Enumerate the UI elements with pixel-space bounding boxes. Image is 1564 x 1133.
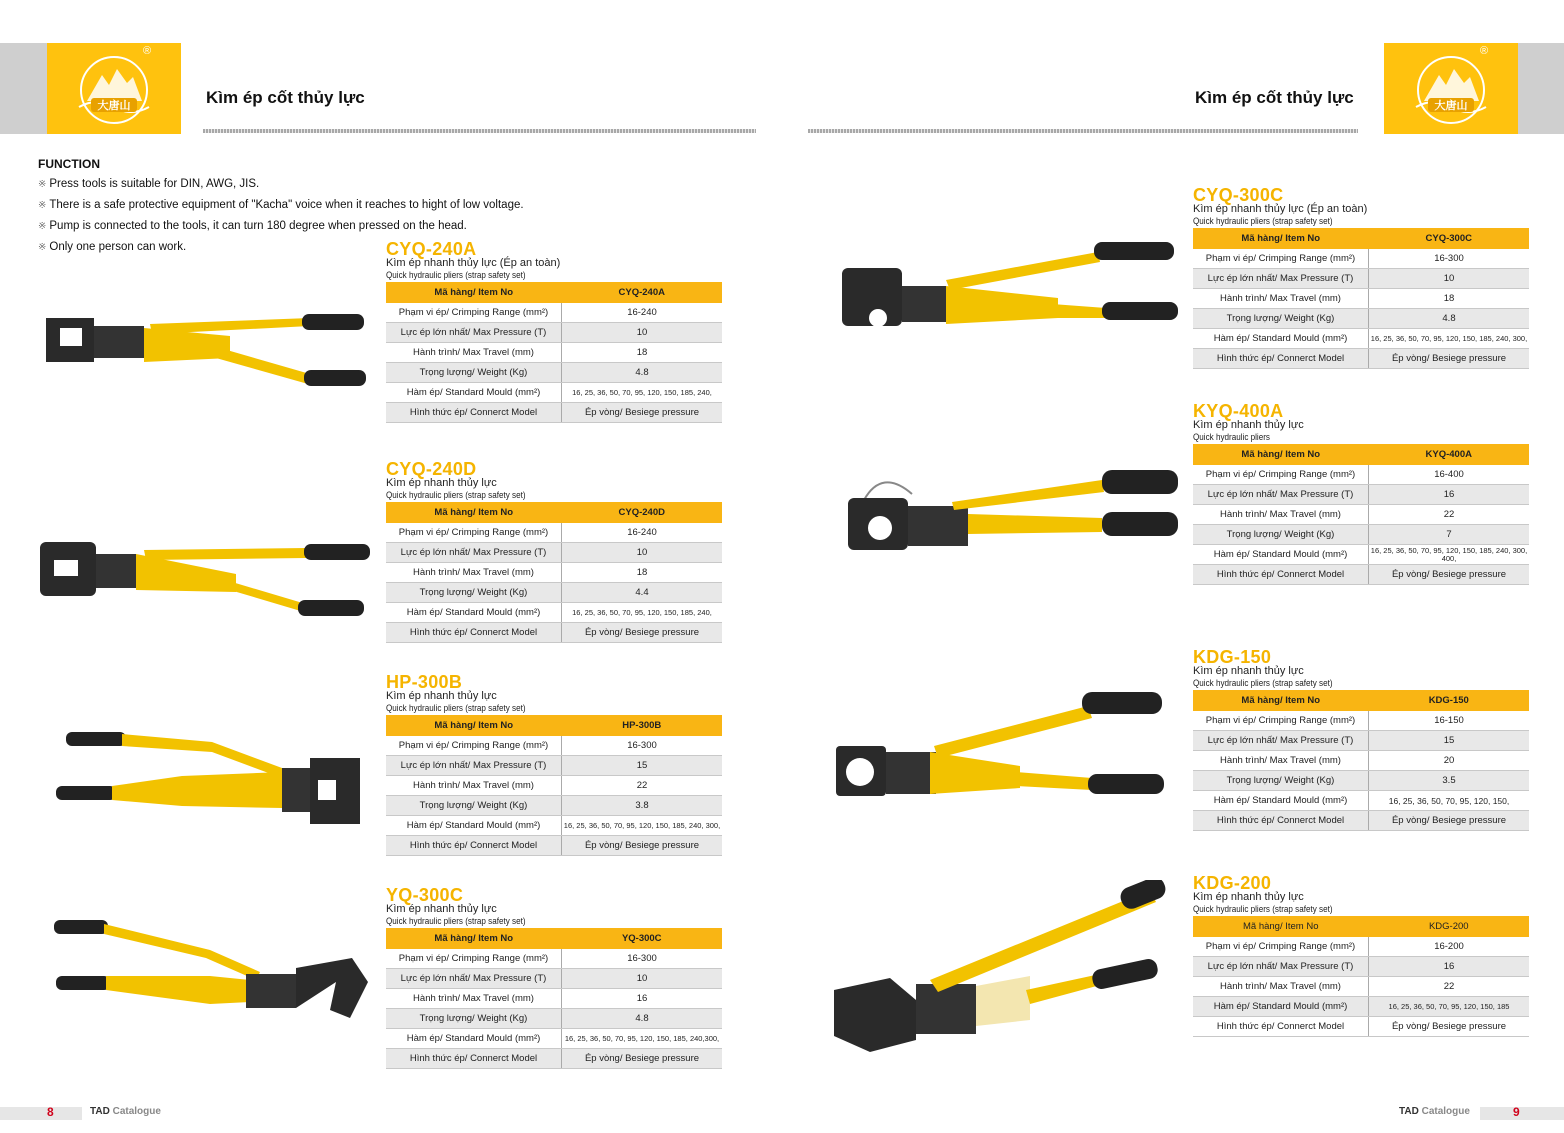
product-name-vn: Kìm ép nhanh thủy lực bbox=[386, 690, 497, 702]
footer-catalogue-right: TAD Catalogue bbox=[1399, 1106, 1470, 1117]
product-model: CYQ-300C bbox=[1193, 185, 1284, 205]
value-max-travel: 18 bbox=[562, 343, 723, 363]
label-connect-model: Hình thức ép/ Connerct Model bbox=[386, 836, 562, 856]
value-crimping-range: 16-150 bbox=[1369, 711, 1530, 731]
value-standard-mould: 16, 25, 36, 50, 70, 95, 120, 150, 185, 240, bbox=[562, 603, 723, 623]
value-connect-model: Ép vòng/ Besiege pressure bbox=[562, 836, 723, 856]
value-crimping-range: 16-200 bbox=[1369, 937, 1530, 957]
header-item-no: Mã hàng/ Item No bbox=[1193, 228, 1369, 249]
product-name-vn: Kìm ép nhanh thủy lực bbox=[1193, 665, 1304, 677]
value-max-pressure: 10 bbox=[1369, 269, 1530, 289]
product-name-en: Quick hydraulic pliers (strap safety set) bbox=[386, 490, 526, 500]
spec-table bbox=[386, 928, 722, 1069]
label-max-travel: Hành trình/ Max Travel (mm) bbox=[1193, 289, 1369, 309]
header-item-no: Mã hàng/ Item No bbox=[386, 502, 562, 523]
tool-image-hp-300b bbox=[52, 728, 372, 838]
header-item-value: CYQ-240D bbox=[562, 502, 723, 523]
product-name-vn: Kìm ép nhanh thủy lực bbox=[386, 903, 497, 915]
label-connect-model: Hình thức ép/ Connerct Model bbox=[386, 403, 562, 423]
product-name-en: Quick hydraulic pliers (strap safety set) bbox=[386, 916, 526, 926]
product-model: YQ-300C bbox=[386, 885, 464, 905]
tool-image-kyq-400a bbox=[842, 464, 1182, 564]
registered-mark: ® bbox=[143, 45, 152, 57]
tool-image-yq-300c bbox=[50, 912, 375, 1032]
product-name-en: Quick hydraulic pliers bbox=[1193, 432, 1270, 442]
label-crimping-range: Phạm vi ép/ Crimping Range (mm²) bbox=[386, 949, 562, 969]
product-cyq-240d bbox=[386, 461, 722, 643]
value-max-travel: 22 bbox=[562, 776, 723, 796]
label-weight: Trọng lượng/ Weight (Kg) bbox=[1193, 309, 1369, 329]
label-max-pressure: Lực ép lớn nhất/ Max Pressure (T) bbox=[386, 323, 562, 343]
header-item-value: KDG-200 bbox=[1369, 916, 1530, 937]
product-kdg-200 bbox=[1193, 875, 1529, 1037]
spec-table bbox=[1193, 228, 1529, 369]
value-standard-mould: 16, 25, 36, 50, 70, 95, 120, 150, 185, 240, 300, bbox=[562, 816, 723, 836]
value-connect-model: Ép vòng/ Besiege pressure bbox=[562, 623, 723, 643]
bullet-icon: ※ bbox=[38, 179, 47, 190]
page-title-left: Kìm ép cốt thủy lực bbox=[206, 88, 365, 107]
label-standard-mould: Hàm ép/ Standard Mould (mm²) bbox=[1193, 997, 1369, 1017]
header-item-value: KYQ-400A bbox=[1369, 444, 1530, 465]
value-weight: 3.8 bbox=[562, 796, 723, 816]
label-standard-mould: Hàm ép/ Standard Mould (mm²) bbox=[386, 603, 562, 623]
value-connect-model: Ép vòng/ Besiege pressure bbox=[562, 1049, 723, 1069]
brand-logo-left bbox=[47, 43, 181, 134]
product-name-vn: Kìm ép nhanh thủy lực (Ép an toàn) bbox=[386, 257, 561, 269]
footer-bar-right bbox=[1480, 1107, 1564, 1120]
value-standard-mould: 16, 25, 36, 50, 70, 95, 120, 150, 185, 240, bbox=[562, 383, 723, 403]
label-crimping-range: Phạm vi ép/ Crimping Range (mm²) bbox=[386, 303, 562, 323]
value-weight: 7 bbox=[1369, 525, 1530, 545]
label-standard-mould: Hàm ép/ Standard Mould (mm²) bbox=[1193, 545, 1369, 565]
product-name-vn: Kìm ép nhanh thủy lực (Ép an toàn) bbox=[1193, 203, 1368, 215]
header-item-no: Mã hàng/ Item No bbox=[1193, 690, 1369, 711]
value-standard-mould: 16, 25, 36, 50, 70, 95, 120, 150, bbox=[1369, 791, 1530, 811]
logo-text: 大唐山 bbox=[1434, 99, 1468, 112]
label-max-travel: Hành trình/ Max Travel (mm) bbox=[386, 343, 562, 363]
product-hp-300b bbox=[386, 674, 722, 856]
value-max-pressure: 10 bbox=[562, 323, 723, 343]
function-item: ※ Pump is connected to the tools, it can turn 180 degree when pressed on the head. bbox=[38, 220, 467, 232]
spec-table bbox=[1193, 444, 1529, 585]
value-max-pressure: 15 bbox=[1369, 731, 1530, 751]
value-crimping-range: 16-240 bbox=[562, 303, 723, 323]
page-number-left: 8 bbox=[47, 1105, 54, 1119]
value-connect-model: Ép vòng/ Besiege pressure bbox=[1369, 565, 1530, 585]
label-standard-mould: Hàm ép/ Standard Mould (mm²) bbox=[386, 1029, 562, 1049]
product-model: KDG-200 bbox=[1193, 873, 1272, 893]
label-connect-model: Hình thức ép/ Connerct Model bbox=[386, 1049, 562, 1069]
label-max-travel: Hành trình/ Max Travel (mm) bbox=[1193, 505, 1369, 525]
header-item-no: Mã hàng/ Item No bbox=[1193, 444, 1369, 465]
value-max-travel: 18 bbox=[562, 563, 723, 583]
label-weight: Trọng lượng/ Weight (Kg) bbox=[1193, 525, 1369, 545]
page-number-right: 9 bbox=[1513, 1105, 1520, 1119]
label-standard-mould: Hàm ép/ Standard Mould (mm²) bbox=[1193, 791, 1369, 811]
value-weight: 3.5 bbox=[1369, 771, 1530, 791]
label-max-pressure: Lực ép lớn nhất/ Max Pressure (T) bbox=[1193, 731, 1369, 751]
tool-image-cyq-300c bbox=[838, 238, 1183, 338]
label-max-pressure: Lực ép lớn nhất/ Max Pressure (T) bbox=[1193, 957, 1369, 977]
function-heading: FUNCTION bbox=[38, 157, 100, 171]
label-connect-model: Hình thức ép/ Connerct Model bbox=[1193, 811, 1369, 831]
label-connect-model: Hình thức ép/ Connerct Model bbox=[386, 623, 562, 643]
value-max-pressure: 10 bbox=[562, 543, 723, 563]
function-item: ※ There is a safe protective equipment of "Kacha" voice when it reaches to hight of low voltage. bbox=[38, 199, 524, 211]
header-rule-right bbox=[808, 129, 1358, 133]
value-standard-mould: 16, 25, 36, 50, 70, 95, 120, 150, 185, 240, 300, bbox=[1369, 329, 1530, 349]
product-name-en: Quick hydraulic pliers (strap safety set) bbox=[386, 270, 526, 280]
label-max-travel: Hành trình/ Max Travel (mm) bbox=[1193, 977, 1369, 997]
registered-mark: ® bbox=[1480, 45, 1489, 57]
value-standard-mould: 16, 25, 36, 50, 70, 95, 120, 150, 185, 240, 300, 400, bbox=[1369, 545, 1530, 565]
value-connect-model: Ép vòng/ Besiege pressure bbox=[1369, 1017, 1530, 1037]
brand-logo-right bbox=[1384, 43, 1518, 134]
header-item-value: KDG-150 bbox=[1369, 690, 1530, 711]
tool-image-cyq-240d bbox=[36, 520, 376, 630]
product-name-vn: Kìm ép nhanh thủy lực bbox=[386, 477, 497, 489]
value-max-travel: 22 bbox=[1369, 505, 1530, 525]
label-max-pressure: Lực ép lớn nhất/ Max Pressure (T) bbox=[386, 543, 562, 563]
product-name-vn: Kìm ép nhanh thủy lực bbox=[1193, 891, 1304, 903]
label-crimping-range: Phạm vi ép/ Crimping Range (mm²) bbox=[1193, 249, 1369, 269]
label-weight: Trọng lượng/ Weight (Kg) bbox=[386, 583, 562, 603]
product-name-en: Quick hydraulic pliers (strap safety set) bbox=[1193, 904, 1333, 914]
label-crimping-range: Phạm vi ép/ Crimping Range (mm²) bbox=[1193, 465, 1369, 485]
label-connect-model: Hình thức ép/ Connerct Model bbox=[1193, 565, 1369, 585]
label-max-travel: Hành trình/ Max Travel (mm) bbox=[386, 989, 562, 1009]
header-item-no: Mã hàng/ Item No bbox=[386, 282, 562, 303]
spec-table bbox=[386, 502, 722, 643]
product-name-en: Quick hydraulic pliers (strap safety set) bbox=[386, 703, 526, 713]
value-connect-model: Ép vòng/ Besiege pressure bbox=[1369, 811, 1530, 831]
tool-image-cyq-240a bbox=[40, 296, 370, 406]
product-model: KYQ-400A bbox=[1193, 401, 1284, 421]
value-crimping-range: 16-400 bbox=[1369, 465, 1530, 485]
product-name-en: Quick hydraulic pliers (strap safety set) bbox=[1193, 216, 1333, 226]
value-max-travel: 20 bbox=[1369, 751, 1530, 771]
product-cyq-300c bbox=[1193, 187, 1529, 369]
header-band-right bbox=[1518, 43, 1564, 134]
value-max-pressure: 15 bbox=[562, 756, 723, 776]
bullet-icon: ※ bbox=[38, 242, 47, 253]
header-item-no: Mã hàng/ Item No bbox=[386, 928, 562, 949]
value-crimping-range: 16-300 bbox=[562, 949, 723, 969]
spec-table bbox=[386, 715, 722, 856]
value-max-travel: 22 bbox=[1369, 977, 1530, 997]
product-yq-300c bbox=[386, 887, 722, 1069]
value-max-pressure: 16 bbox=[1369, 957, 1530, 977]
value-connect-model: Ép vòng/ Besiege pressure bbox=[1369, 349, 1530, 369]
value-weight: 4.8 bbox=[562, 363, 723, 383]
footer-bar-left bbox=[0, 1107, 82, 1120]
value-max-pressure: 16 bbox=[1369, 485, 1530, 505]
value-crimping-range: 16-240 bbox=[562, 523, 723, 543]
label-standard-mould: Hàm ép/ Standard Mould (mm²) bbox=[386, 816, 562, 836]
label-weight: Trọng lượng/ Weight (Kg) bbox=[1193, 771, 1369, 791]
logo-text: 大唐山 bbox=[97, 99, 131, 112]
label-max-travel: Hành trình/ Max Travel (mm) bbox=[1193, 751, 1369, 771]
spec-table bbox=[1193, 916, 1529, 1037]
header-item-no: Mã hàng/ Item No bbox=[386, 715, 562, 736]
label-standard-mould: Hàm ép/ Standard Mould (mm²) bbox=[386, 383, 562, 403]
label-max-pressure: Lực ép lớn nhất/ Max Pressure (T) bbox=[386, 969, 562, 989]
footer-catalogue-left: TAD Catalogue bbox=[90, 1106, 161, 1117]
label-crimping-range: Phạm vi ép/ Crimping Range (mm²) bbox=[386, 736, 562, 756]
spec-table bbox=[386, 282, 722, 423]
header-item-value: CYQ-300C bbox=[1369, 228, 1530, 249]
product-model: KDG-150 bbox=[1193, 647, 1272, 667]
header-item-value: YQ-300C bbox=[562, 928, 723, 949]
label-connect-model: Hình thức ép/ Connerct Model bbox=[1193, 1017, 1369, 1037]
value-crimping-range: 16-300 bbox=[562, 736, 723, 756]
value-connect-model: Ép vòng/ Besiege pressure bbox=[562, 403, 723, 423]
product-model: HP-300B bbox=[386, 672, 463, 692]
bullet-icon: ※ bbox=[38, 221, 47, 232]
header-item-no: Mã hàng/ Item No bbox=[1193, 916, 1369, 937]
value-crimping-range: 16-300 bbox=[1369, 249, 1530, 269]
value-weight: 4.8 bbox=[562, 1009, 723, 1029]
value-max-travel: 16 bbox=[562, 989, 723, 1009]
label-crimping-range: Phạm vi ép/ Crimping Range (mm²) bbox=[1193, 711, 1369, 731]
label-max-travel: Hành trình/ Max Travel (mm) bbox=[386, 776, 562, 796]
product-cyq-240a bbox=[386, 241, 722, 423]
value-standard-mould: 16, 25, 36, 50, 70, 95, 120, 150, 185 bbox=[1369, 997, 1530, 1017]
product-model: CYQ-240D bbox=[386, 459, 477, 479]
label-weight: Trọng lượng/ Weight (Kg) bbox=[386, 363, 562, 383]
value-max-travel: 18 bbox=[1369, 289, 1530, 309]
tool-image-kdg-200 bbox=[830, 880, 1170, 1060]
label-max-pressure: Lực ép lớn nhất/ Max Pressure (T) bbox=[1193, 269, 1369, 289]
product-name-en: Quick hydraulic pliers (strap safety set) bbox=[1193, 678, 1333, 688]
label-max-pressure: Lực ép lớn nhất/ Max Pressure (T) bbox=[386, 756, 562, 776]
product-kdg-150 bbox=[1193, 649, 1529, 831]
header-rule-left bbox=[203, 129, 756, 133]
bullet-icon: ※ bbox=[38, 200, 47, 211]
function-item: ※ Only one person can work. bbox=[38, 241, 187, 253]
function-item: ※ Press tools is suitable for DIN, AWG, JIS. bbox=[38, 178, 260, 190]
spec-table bbox=[1193, 690, 1529, 831]
value-weight: 4.4 bbox=[562, 583, 723, 603]
label-standard-mould: Hàm ép/ Standard Mould (mm²) bbox=[1193, 329, 1369, 349]
label-max-pressure: Lực ép lớn nhất/ Max Pressure (T) bbox=[1193, 485, 1369, 505]
label-crimping-range: Phạm vi ép/ Crimping Range (mm²) bbox=[1193, 937, 1369, 957]
header-item-value: CYQ-240A bbox=[562, 282, 723, 303]
page-title-right: Kìm ép cốt thủy lực bbox=[1195, 88, 1354, 107]
label-crimping-range: Phạm vi ép/ Crimping Range (mm²) bbox=[386, 523, 562, 543]
value-weight: 4.8 bbox=[1369, 309, 1530, 329]
product-model: CYQ-240A bbox=[386, 239, 477, 259]
product-kyq-400a bbox=[1193, 403, 1529, 585]
value-standard-mould: 16, 25, 36, 50, 70, 95, 120, 150, 185, 240,300, bbox=[562, 1029, 723, 1049]
product-name-vn: Kìm ép nhanh thủy lực bbox=[1193, 419, 1304, 431]
label-max-travel: Hành trình/ Max Travel (mm) bbox=[386, 563, 562, 583]
label-weight: Trọng lượng/ Weight (Kg) bbox=[386, 796, 562, 816]
value-max-pressure: 10 bbox=[562, 969, 723, 989]
header-band-left bbox=[0, 43, 47, 134]
tool-image-kdg-150 bbox=[830, 686, 1175, 816]
label-weight: Trọng lượng/ Weight (Kg) bbox=[386, 1009, 562, 1029]
label-connect-model: Hình thức ép/ Connerct Model bbox=[1193, 349, 1369, 369]
header-item-value: HP-300B bbox=[562, 715, 723, 736]
